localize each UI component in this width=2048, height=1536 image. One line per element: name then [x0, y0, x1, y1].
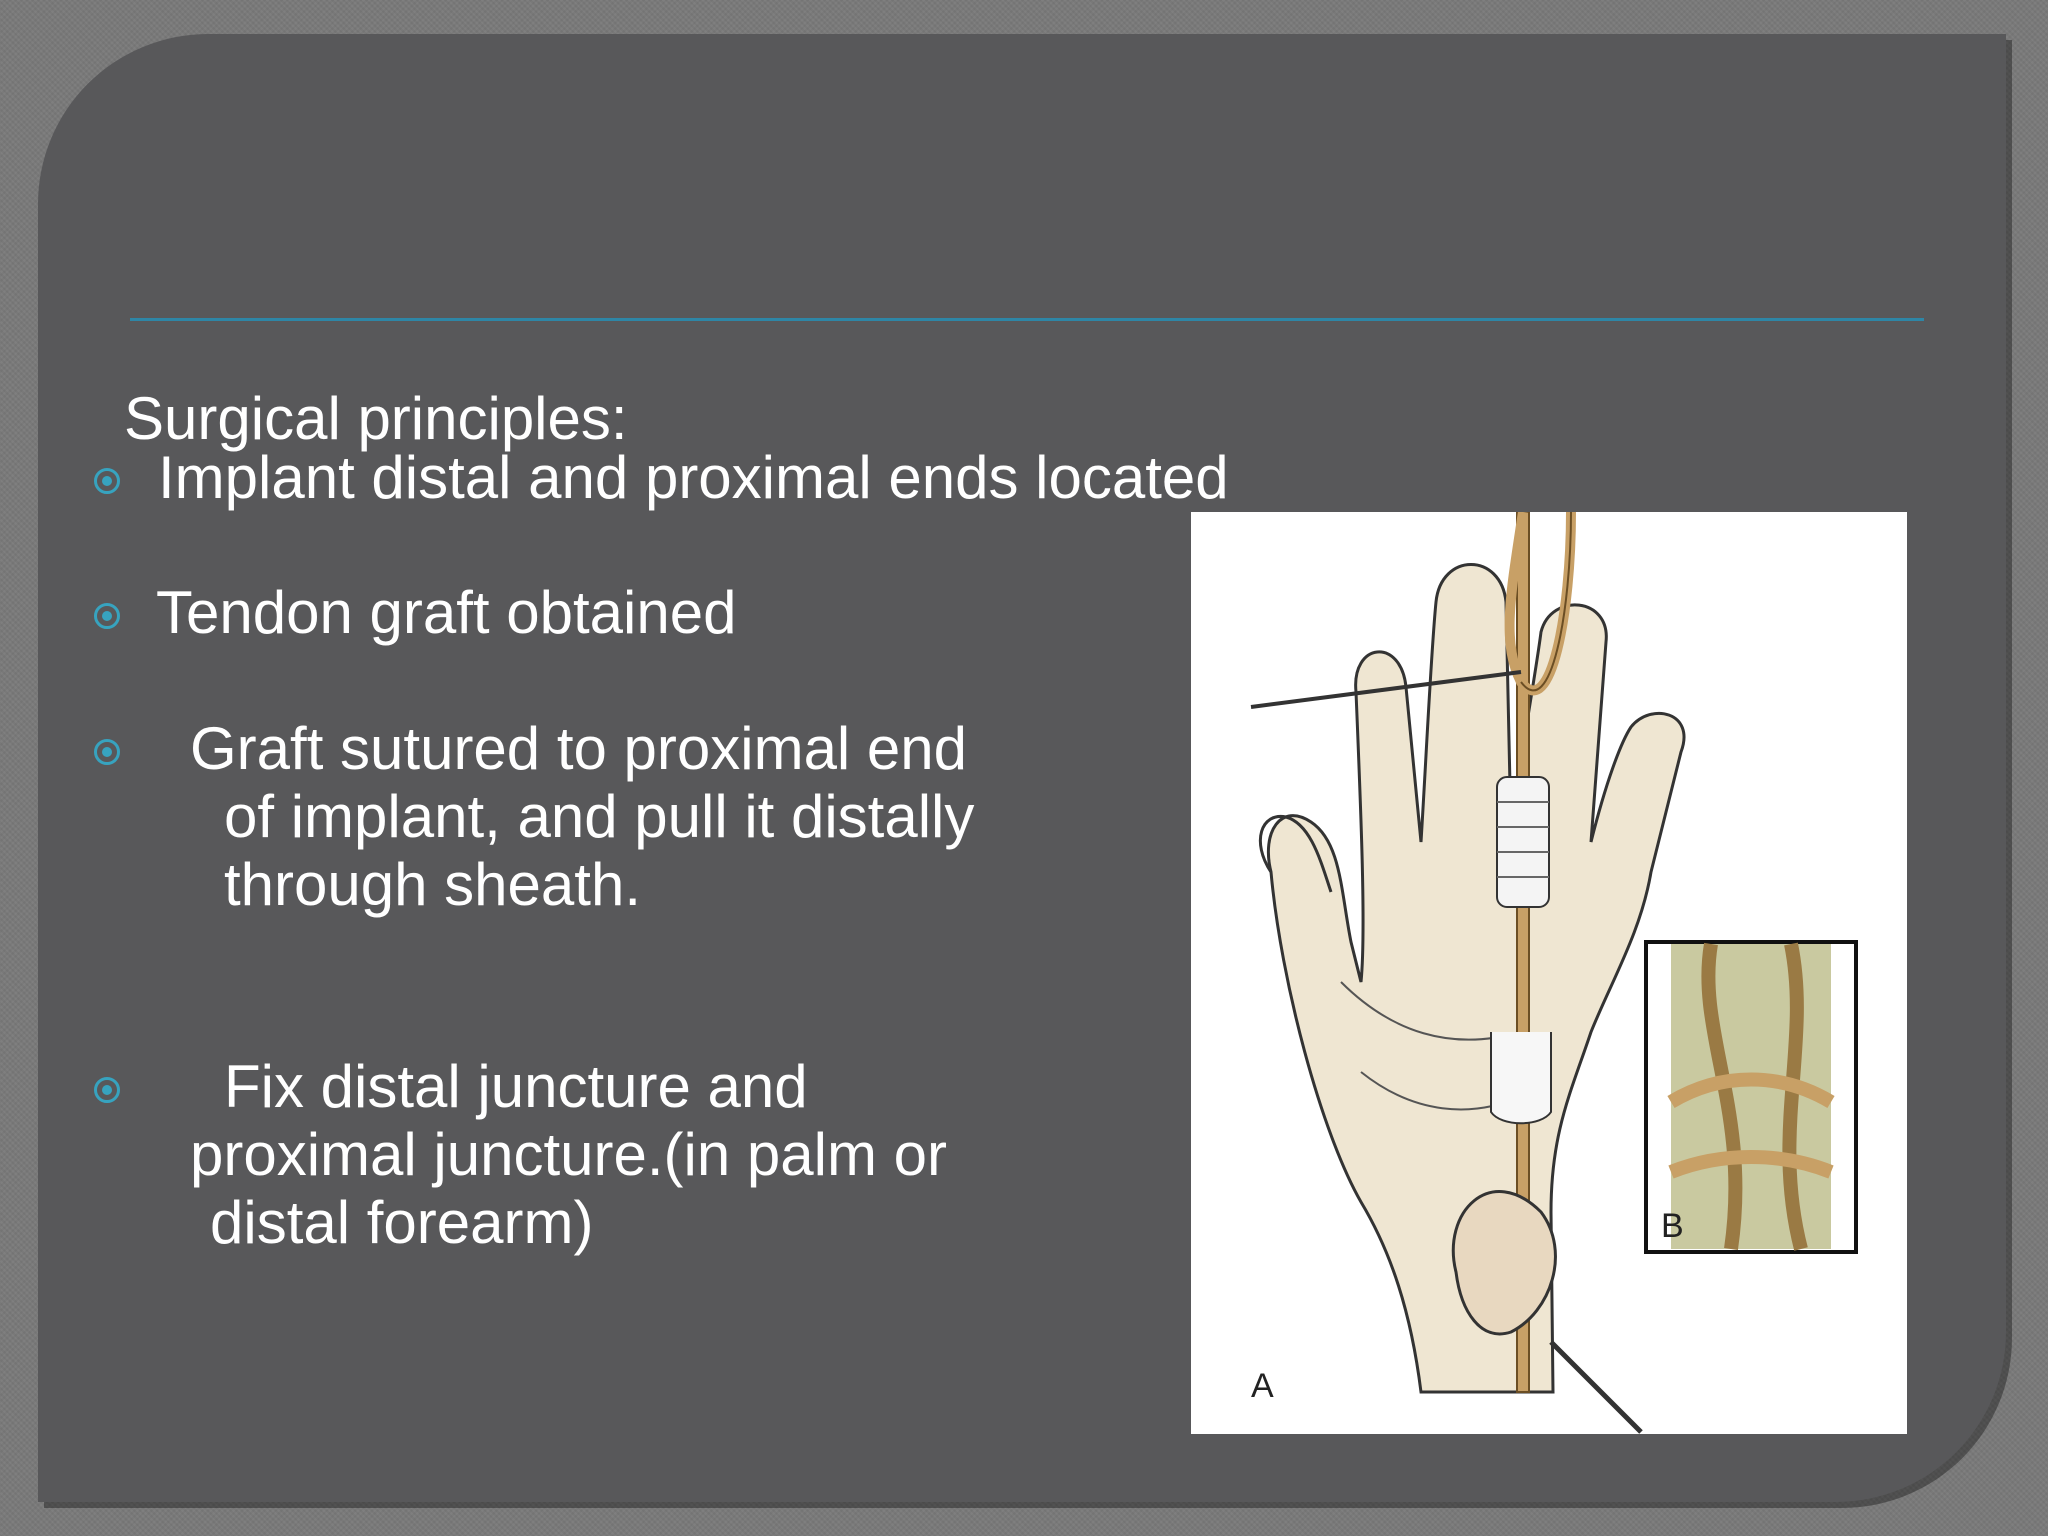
bullet-4-line-1: Fix distal juncture and: [224, 1053, 808, 1120]
bullet-3-line-1: Graft sutured to proximal end: [190, 715, 968, 782]
surgical-illustration: [1191, 512, 1907, 1434]
bullet-1-line-1: Implant distal and proximal ends located: [158, 444, 1229, 511]
bullet-4-line-3: distal forearm): [210, 1189, 594, 1256]
bullet-icon: [94, 603, 120, 629]
section-heading: Surgical principles:: [124, 385, 628, 452]
bullet-icon: [94, 739, 120, 765]
bullet-icon: [94, 468, 120, 494]
bullet-4-line-2: proximal juncture.(in palm or: [190, 1121, 947, 1188]
pulley: [1491, 1032, 1551, 1123]
bullet-item-3: [190, 715, 974, 919]
bullet-2-line-1: Tendon graft obtained: [156, 579, 737, 646]
title-underline: [130, 318, 1924, 321]
bullet-3-line-2: of implant, and pull it distally: [224, 783, 975, 850]
bullet-item-4: [190, 1053, 947, 1257]
hand-tendon-graft-illustration: [1191, 512, 1907, 1434]
bullet-item-2: [156, 579, 736, 647]
figure-label-a: A: [1251, 1367, 1274, 1405]
bullet-icon: [94, 1077, 120, 1103]
bullet-item-1: [158, 444, 1229, 512]
bullet-3-line-3: through sheath.: [224, 851, 641, 918]
sheath-wrap: [1497, 777, 1549, 907]
inset-label-b: B: [1661, 1207, 1684, 1245]
